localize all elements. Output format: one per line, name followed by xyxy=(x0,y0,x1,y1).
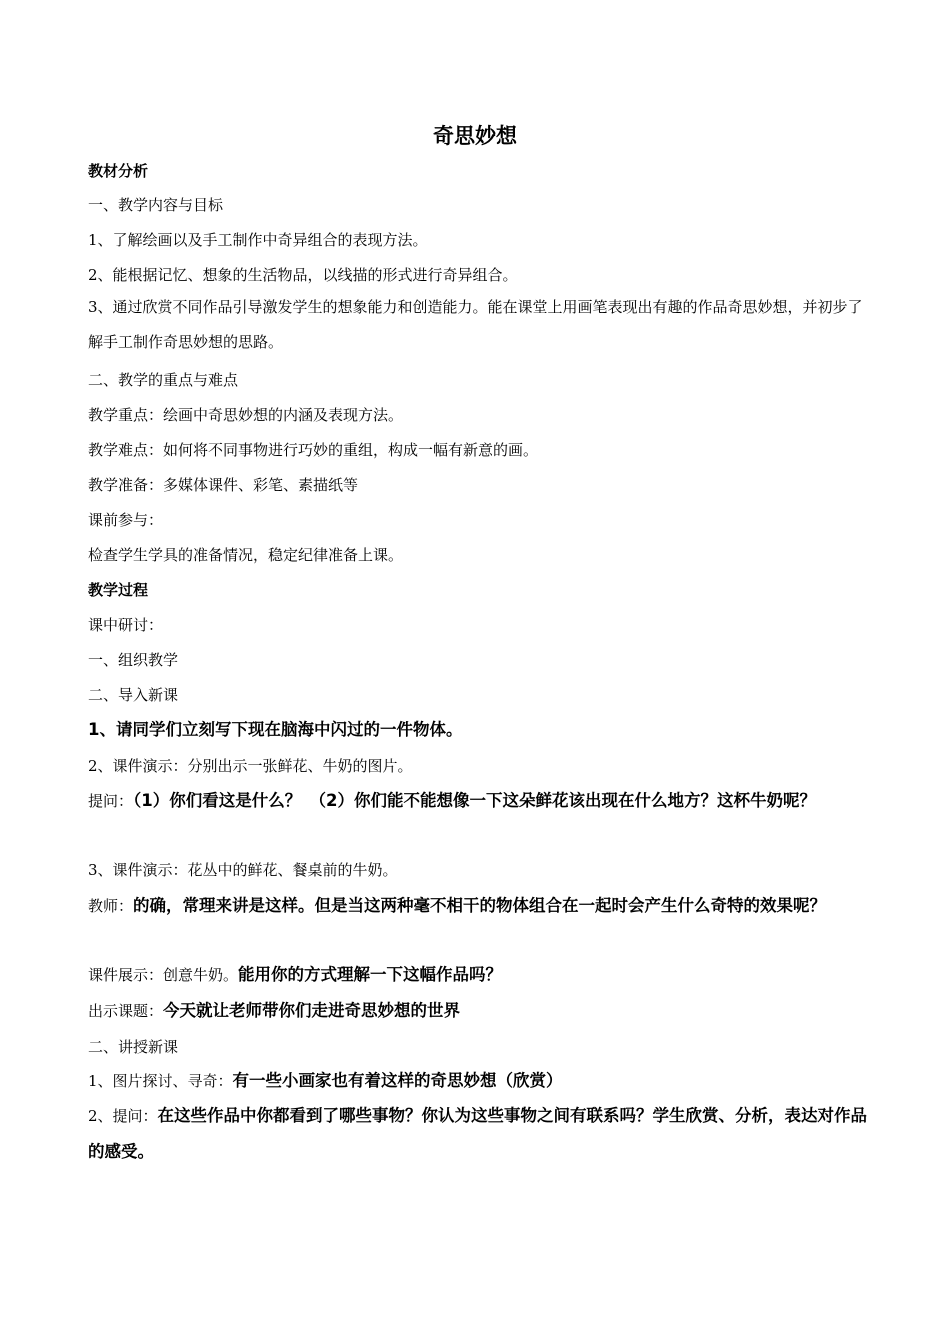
goal-2: 2、能根据记忆、想象的生活物品，以线描的形式进行奇异组合。 xyxy=(88,266,518,284)
item-1: 1、请同学们立刻写下现在脑海中闪过的一件物体。 xyxy=(88,720,463,739)
show-text: 能用你的方式理解一下这幅作品吗？ xyxy=(238,965,503,984)
new-lesson-1-text: 有一些小画家也有着这样的奇思妙想（欣赏） xyxy=(232,1071,563,1090)
pre-class-label: 课前参与： xyxy=(88,511,164,529)
step-organize: 一、组织教学 xyxy=(88,651,179,669)
teacher-text: 的确，常理来讲是这样。但是当这两种毫不相干的物体组合在一起时会产生什么奇特的效果呢？ xyxy=(133,896,827,915)
preparation: 教学准备：多媒体课件、彩笔、素描纸等 xyxy=(88,476,359,494)
goal-1: 1、了解绘画以及手工制作中奇异组合的表现方法。 xyxy=(88,231,428,249)
difficulty: 教学难点：如何将不同事物进行巧妙的重组，构成一幅有新意的画。 xyxy=(88,441,539,459)
teacher-label: 教师： xyxy=(88,897,134,915)
pre-class-text: 检查学生学具的准备情况，稳定纪律准备上课。 xyxy=(88,546,404,564)
question-paragraph xyxy=(88,783,868,819)
new-lesson-1 xyxy=(88,1071,868,1091)
question-label: 提问： xyxy=(88,792,134,810)
new-lesson-2-text: 在这些作品中你都看到了哪些事物？你认为这些事物之间有联系吗？学生欣赏、分析，表达对作品的感受。 xyxy=(88,1106,868,1161)
item-3: 3、课件演示：花丛中的鲜花、餐桌前的牛奶。 xyxy=(88,861,398,879)
document-title: 奇思妙想 xyxy=(433,124,517,148)
topic-label: 出示课题： xyxy=(88,1002,164,1020)
show-paragraph xyxy=(88,965,868,985)
topic-text: 今天就让老师带你们走进奇思妙想的世界 xyxy=(163,1001,461,1020)
question-text: （1）你们看这是什么？ （2）你们能不能想像一下这朵鲜花该出现在什么地方？这杯牛奶呢？ xyxy=(133,791,816,810)
step-new-lesson: 二、讲授新课 xyxy=(88,1038,179,1056)
new-lesson-2 xyxy=(88,1098,868,1170)
step-introduce: 二、导入新课 xyxy=(88,686,179,704)
section-heading-material-analysis: 教材分析 xyxy=(88,162,149,180)
topic-paragraph xyxy=(88,1001,868,1021)
section-heading-teaching-process: 教学过程 xyxy=(88,581,149,599)
show-label: 课件展示：创意牛奶。 xyxy=(88,966,239,984)
content-goal-heading: 一、教学内容与目标 xyxy=(88,196,224,214)
key-point: 教学重点：绘画中奇思妙想的内涵及表现方法。 xyxy=(88,406,404,424)
item-2: 2、课件演示：分别出示一张鲜花、牛奶的图片。 xyxy=(88,757,413,775)
key-points-heading: 二、教学的重点与难点 xyxy=(88,371,239,389)
new-lesson-2-label: 2、提问： xyxy=(88,1107,158,1125)
in-class-label: 课中研讨： xyxy=(88,616,164,634)
new-lesson-1-label: 1、图片探讨、寻奇： xyxy=(88,1072,233,1090)
teacher-paragraph xyxy=(88,888,868,924)
goal-3: 3、通过欣赏不同作品引导激发学生的想象能力和创造能力。能在课堂上用画笔表现出有趣的作品奇思妙想，并初步了解手工制作奇思妙想的思路。 xyxy=(88,298,863,351)
